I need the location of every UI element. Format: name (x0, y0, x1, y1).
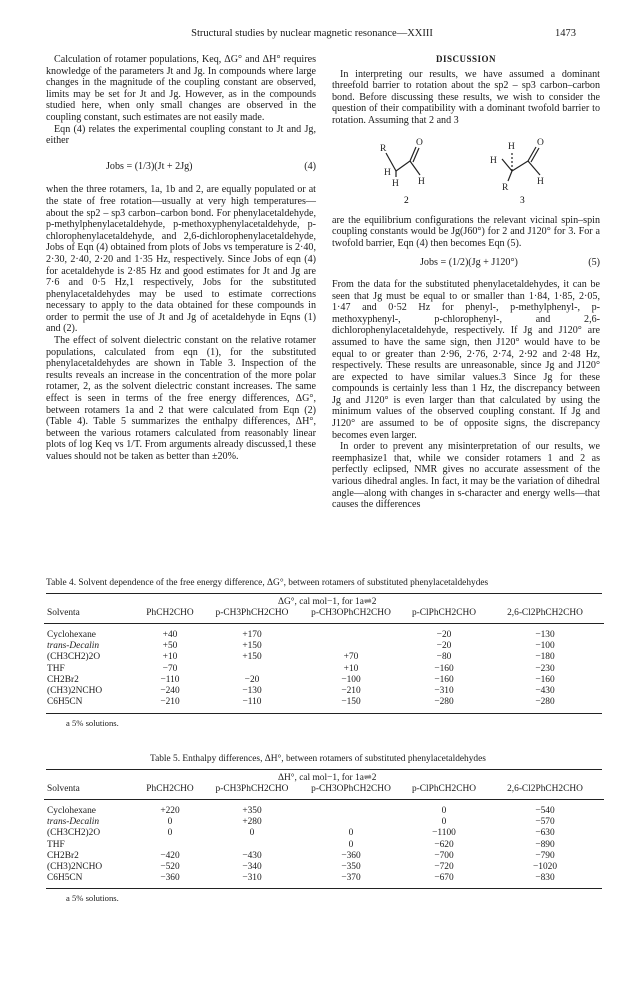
table-cell: +150 (242, 652, 262, 663)
table-cell: CH2Br2 (47, 850, 79, 861)
table-cell: −830 (535, 873, 555, 884)
table-row (44, 851, 604, 862)
table-cell: −430 (535, 686, 555, 697)
table-cell: 0 (167, 817, 173, 828)
table-cell: trans-Decalin (47, 817, 100, 828)
svg-text:H: H (508, 141, 515, 152)
table-5-col-5: 2,6-Cl2PhCH2CHO (507, 784, 583, 794)
table-cell: −240 (160, 686, 180, 697)
table-cell: −110 (242, 697, 262, 708)
paragraph-eqn4-intro: Eqn (4) relates the experimental coupling constant to Jt and Jg, either (46, 123, 316, 147)
equation-4-number: (4) (304, 160, 316, 172)
table-5-header-row (44, 784, 604, 794)
table-cell: −130 (242, 686, 262, 697)
page-number: 1473 (555, 28, 576, 39)
structure-diagram (332, 131, 600, 209)
left-column (46, 54, 316, 463)
table-4-footnote: a 5% solutions. (66, 718, 119, 728)
table-cell: +10 (343, 663, 359, 674)
table-cell: Cyclohexane (47, 630, 96, 640)
table-5-bottom-rule (46, 888, 602, 889)
table-cell: −430 (242, 850, 262, 861)
table-5-col-3: p-CH3OPhCH2CHO (311, 784, 391, 794)
structure-3-atoms (490, 138, 544, 193)
table-row (44, 641, 604, 652)
table-cell (300, 806, 402, 817)
svg-text:O: O (416, 137, 423, 148)
table-cell: −280 (535, 697, 555, 708)
table-cell: +10 (162, 652, 178, 663)
equation-5 (332, 257, 600, 269)
table-5-footnote: a 5% solutions. (66, 893, 119, 903)
table-cell: −1020 (532, 862, 558, 873)
table-cell: C6H5CN (47, 697, 83, 708)
table-cell: −630 (535, 828, 555, 839)
table-cell: −670 (434, 873, 454, 884)
table-cell: −570 (535, 817, 555, 828)
table-4 (44, 608, 604, 626)
table-cell: −80 (436, 652, 452, 663)
table-cell: 0 (167, 828, 173, 839)
table-5-col-1: PhCH2CHO (146, 784, 194, 794)
table-cell: 0 (348, 839, 354, 850)
table-cell: trans-Decalin (47, 641, 100, 652)
svg-text:R: R (502, 182, 509, 193)
table-cell: 0 (348, 828, 354, 839)
paragraph-reemphasize: In order to prevent any misinterpretation of our results, we reemphasize1 that, while we consider rotamers 1 and 2 as perfectly eclipsed, NMR gives no accurate assessment of the various dihedral angles. In fact, it may be the variation of dihedral angle—along with changes in s-character and energy wells—that causes the differences (332, 441, 600, 511)
table-row (44, 686, 604, 697)
table-cell: +350 (242, 806, 262, 816)
table-cell: +50 (162, 641, 178, 652)
paragraph-solvent-effect: The effect of solvent dielectric constant on the relative rotamer populations, calculated from eqn (1), for the substituted phenylacetaldehydes are shown in Table 3. Inspection of the results reveals an increase in the concentration of the more polar rotamer, 2, as the solvent dielectric constant increases. The same effect is seen in terms of the free energy differences, ΔG°, between rotamers 1a and 2 that were calculated from Eqn (2) (Table 4). Table 5 summarizes the enthalpy differences, ΔH°, between the various rotamers calculated from reasonably linear plots of log Keq vs 1/T. From arguments already discussed,1 these values should not be taken as better than ±20%. (46, 335, 316, 462)
equation-4-body: Jobs = (1/3)(Jt + 2Jg) (106, 160, 193, 172)
table-cell: −790 (535, 850, 555, 861)
table-cell: −620 (434, 839, 454, 850)
paragraph-coupling-limits: From the data for the substituted phenylacetaldehydes, it can be seen that Jg must be equal to or smaller than 1·84, 1·85, 2·05, 1·47 and 0·52 Hz for phenyl-, p-methylphenyl-, p-methoxyphenyl-, p-chlorophenyl-, and 2,6-dichlorophenylacetaldehyde, respectively. If Jg and J120° are assumed to have the same sign, then J120° would have to be equal to or greater than 2·96, 2·76, 2·74, 2·92 and 2·48 Hz, respectively. These results are unreasonable, since Jg and J120° are expected to have similar values.3 Since Jg for these compounds is certainly less than 1 Hz, the discrepancy between Jg and J120° is even larger than that calculated by using the minimum values of the observed coupling constant. If Jg and J120° are assumed to be of opposite signs, the discrepancy becomes even larger. (332, 278, 600, 441)
table-cell: +150 (242, 641, 262, 652)
table-cell: −110 (160, 674, 180, 685)
table-cell: 0 (249, 828, 255, 839)
paragraph-free-rotation: when the three rotamers, 1a, 1b and 2, are equally populated or at the state of free rotation—usually at very high temperatures—about the sp2 – sp3 carbon–carbon bond. For phenylacetaldehyde, p-methylphenylacetaldehyde, p-methoxyphenylacetaldehyde, p-chlorophenylacetaldehyde, and 2,6-dichlorophenylacetaldehyde, Jobs of Eqn (4) obtained from plots of Jobs vs temperature is 2·40, 2·30, 2·40, 2·20 and 1·35 Hz, respectively. Since Jobs of eqn (4) for acetaldehyde is 2·85 Hz and good estimates for Jt and Jg are 7·6 and 0·5 Hz,1 respectively, Jobs for the substituted phenylacetaldehydes may be used to estimate corrections necessary to apply to the data obtained for these compounds in order to permit the use of Jt and Jg of acetaldehyde in Eqns (1) and (2). (46, 184, 316, 335)
table-cell: +40 (162, 630, 178, 640)
table-5-body (44, 806, 604, 884)
table-cell: −70 (162, 663, 178, 674)
table-row (44, 664, 604, 675)
table-cell: CH2Br2 (47, 674, 79, 685)
structure-2-atoms (380, 138, 425, 189)
equation-5-body: Jobs = (1/2)(Jg + J120°) (420, 257, 518, 269)
table-4-top-rule (46, 593, 602, 594)
table-cell: −130 (535, 630, 555, 640)
table-cell: −890 (535, 839, 555, 850)
structure-figure (332, 131, 600, 209)
table-cell: +220 (160, 806, 180, 816)
svg-text:H: H (537, 176, 544, 187)
table-cell: C6H5CN (47, 873, 83, 884)
table-row (44, 873, 604, 884)
table-cell: (CH3CH2)2O (47, 828, 101, 839)
paragraph-discussion-intro: In interpreting our results, we have assumed a dominant threefold barrier to rotation about the sp2 – sp3 carbon–carbon bond. Before discussing these results, we wish to consider the question of their compatibility with a dominant twofold barrier to rotation. Assuming that 2 and 3 (332, 68, 600, 126)
table-cell: −20 (436, 630, 452, 640)
table-cell: (CH3)2NCHO (47, 862, 103, 873)
table-row (44, 862, 604, 873)
table-cell: −210 (341, 686, 361, 697)
table-4-col-2: p-CH3PhCH2CHO (215, 608, 289, 618)
table-5-col-solvent: Solventa (47, 784, 80, 794)
table-cell: +170 (242, 630, 262, 640)
table-cell: −280 (434, 697, 454, 708)
table-cell: −160 (434, 674, 454, 685)
table-row (44, 697, 604, 708)
table-cell: −20 (244, 674, 260, 685)
table-4-col-4: p-ClPhCH2CHO (411, 608, 477, 618)
table-cell: 0 (441, 806, 447, 816)
table-cell (204, 840, 300, 851)
table-cell: −20 (436, 641, 452, 652)
table-4-unit-header: ΔG°, cal mol−1, for 1a⇌2 (278, 597, 377, 607)
table-cell: −720 (434, 862, 454, 873)
table-cell (300, 630, 402, 641)
table-cell: −540 (535, 806, 555, 816)
table-5-col-2: p-CH3PhCH2CHO (215, 784, 289, 794)
table-cell: −100 (341, 674, 361, 685)
table-cell: −210 (160, 697, 180, 708)
table-cell: −180 (535, 652, 555, 663)
table-cell (300, 817, 402, 828)
table-5-caption: Table 5. Enthalpy differences, ΔH°, between rotamers of substituted phenylacetaldehydes (150, 754, 486, 764)
table-cell (204, 664, 300, 675)
table-cell: −420 (160, 850, 180, 861)
table-cell: THF (47, 663, 65, 674)
table-cell: −360 (160, 873, 180, 884)
table-cell: THF (47, 839, 65, 850)
table-cell: −100 (535, 641, 555, 652)
table-row (44, 840, 604, 851)
table-4-bottom-rule (46, 713, 602, 714)
table-cell: +70 (343, 652, 359, 663)
running-header: Structural studies by nuclear magnetic resonance—XXIII (191, 28, 433, 39)
table-row (44, 675, 604, 686)
table-4-col-1: PhCH2CHO (146, 608, 194, 618)
structure-2-label: 2 (404, 195, 409, 206)
table-row (44, 806, 604, 817)
table-cell: −160 (535, 674, 555, 685)
table-5-top-rule (46, 769, 602, 770)
svg-text:H: H (392, 178, 399, 189)
table-cell: −150 (341, 697, 361, 708)
svg-text:R: R (380, 143, 387, 154)
section-heading-discussion: DISCUSSION (435, 54, 497, 64)
table-cell (136, 840, 204, 851)
table-row (44, 817, 604, 828)
table-5 (44, 784, 604, 802)
table-row (44, 828, 604, 839)
structure-3-label: 3 (520, 195, 525, 206)
table-cell: −340 (242, 862, 262, 873)
table-cell: (CH3)2NCHO (47, 686, 103, 697)
table-5-unit-header: ΔH°, cal mol−1, for 1a⇌2 (278, 773, 377, 783)
table-cell (300, 641, 402, 652)
svg-text:H: H (490, 155, 497, 166)
table-cell: 0 (441, 817, 447, 828)
table-row (44, 630, 604, 641)
table-cell: −160 (434, 663, 454, 674)
table-cell: −310 (434, 686, 454, 697)
table-cell: −1100 (432, 828, 456, 839)
svg-text:H: H (384, 167, 391, 178)
svg-text:O: O (537, 137, 544, 148)
paragraph-twofold-barrier: are the equilibrium configurations the relevant vicinal spin–spin coupling constants would be Jg(J60°) for 2 and J120° for 3. For a twofold barrier, Eqn (4) then becomes Eqn (5). (332, 214, 600, 249)
right-column (332, 54, 600, 511)
table-4-col-5: 2,6-Cl2PhCH2CHO (507, 608, 583, 618)
table-cell: Cyclohexane (47, 806, 96, 816)
table-cell: −360 (341, 850, 361, 861)
table-4-header-row (44, 608, 604, 618)
structure-2-bonds (386, 147, 420, 177)
equation-5-number: (5) (588, 257, 600, 269)
table-cell: (CH3CH2)2O (47, 652, 101, 663)
table-cell: +280 (242, 817, 262, 828)
table-cell: −230 (535, 663, 555, 674)
paragraph-calc-populations: Calculation of rotamer populations, Keq, ΔG° and ΔH° requires knowledge of the parameters Jt and Jg. In compounds where large changes in the magnitude of the coupling constant are observed, limits may be set for Jt and Jg. However, as in the compounds studied here, when only small changes are observed in the coupling constant, such estimates are not easily made. (46, 54, 316, 123)
table-4-col-3: p-CH3OPhCH2CHO (311, 608, 391, 618)
equation-4 (46, 161, 316, 173)
svg-text:H: H (418, 176, 425, 187)
table-cell: −520 (160, 862, 180, 873)
table-4-body (44, 630, 604, 708)
table-4-caption: Table 4. Solvent dependence of the free energy difference, ΔG°, between rotamers of substituted phenylacetaldehydes (46, 578, 489, 588)
structure-3-bonds (502, 147, 540, 181)
table-row (44, 652, 604, 663)
table-cell: −700 (434, 850, 454, 861)
table-4-col-solvent: Solventa (47, 608, 80, 618)
table-cell: −370 (341, 873, 361, 884)
table-cell: −310 (242, 873, 262, 884)
table-cell: −350 (341, 862, 361, 873)
table-5-col-4: p-ClPhCH2CHO (411, 784, 477, 794)
